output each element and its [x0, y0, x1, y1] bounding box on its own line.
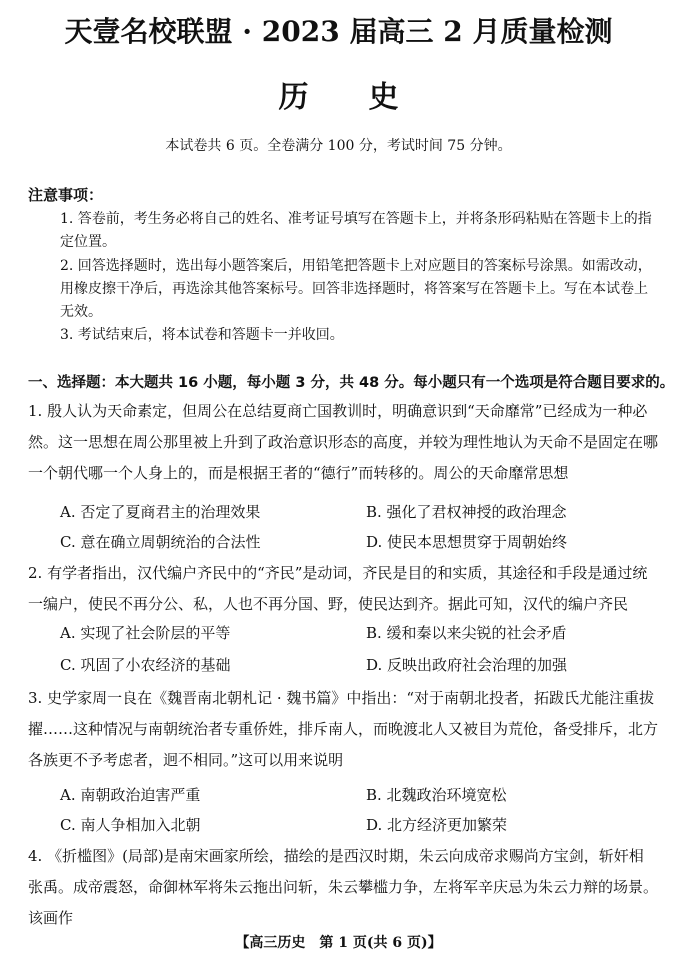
question-1-option-d: D. 使民本思想贯穿于周朝始终 [366, 533, 568, 551]
question-2-option-a: A. 实现了社会阶层的平等 [60, 624, 231, 642]
question-2-stem: 2. 有学者指出，汉代编户齐民中的“齐民”是动词，齐民是目的和实质，其途径和手段是通过统一编户，使民不再分公、私，人也不再分国、野，使民达到齐。据此可知，汉代的编户齐民 [28, 564, 648, 613]
question-2-option-d: D. 反映出政府社会治理的加强 [366, 656, 568, 674]
subject-title: 历史 [278, 80, 459, 115]
exam-title: 天壹名校联盟 · 2023 届高三 2 月质量检测 [64, 15, 613, 48]
question-4-stem: 4. 《折槛图》(局部)是南宋画家所绘，描绘的是西汉时期，朱云向成帝求赐尚方宝剑，斩奸相张禹。成帝震怒，命御林军将朱云拖出问斩，朱云攀槛力争，左将军辛庆忌为朱云力辩的场景。该画作 [28, 847, 659, 927]
question-3-option-a: A. 南朝政治迫害严重 [60, 786, 201, 804]
section-heading: 一、选择题：本大题共 16 小题，每小题 3 分，共 48 分。每小题只有一个选项是符合题目要求的。 [28, 375, 675, 391]
page-footer: 【高三历史 第 1 页(共 6 页)】 [235, 935, 442, 951]
question-2-option-b: B. 缓和秦以来尖锐的社会矛盾 [366, 624, 567, 642]
question-3-option-c: C. 南人争相加入北朝 [60, 816, 201, 834]
question-3-stem: 3. 史学家周一良在《魏晋南北朝札记 · 魏书篇》中指出：“对于南朝北投者，拓跋氏尤能注重拔擢……这种情况与南朝统治者专重侨姓，排斥南人，而晚渡北人又被目为荒伧，备受排斥，北方各族更不予考虑者，迥不相同。”这可以用来说明 [28, 689, 659, 769]
exam-info: 本试卷共 6 页。全卷满分 100 分，考试时间 75 分钟。 [165, 138, 512, 154]
notice-heading: 注意事项： [28, 186, 104, 204]
question-1-option-c: C. 意在确立周朝统治的合法性 [60, 533, 261, 551]
question-2-option-c: C. 巩固了小农经济的基础 [60, 656, 231, 674]
notice-item: 1. 答卷前，考生务必将自己的姓名、准考证号填写在答题卡上，并将条形码粘贴在答题卡上的指定位置。 [60, 211, 652, 250]
question-3-option-b: B. 北魏政治环境宽松 [366, 786, 507, 804]
question-1-option-a: A. 否定了夏商君主的治理效果 [60, 503, 261, 521]
question-3-option-d: D. 北方经济更加繁荣 [366, 816, 508, 834]
notice-item: 2. 回答选择题时，选出每小题答案后，用铅笔把答题卡上对应题目的答案标号涂黑。如需改动，用橡皮擦干净后，再选涂其他答案标号。回答非选择题时，将答案写在答题卡上。写在本试卷上无效。 [60, 258, 652, 320]
notice-item: 3. 考试结束后，将本试卷和答题卡一并收回。 [60, 327, 344, 343]
question-1-stem: 1. 殷人认为天命素定，但周公在总结夏商亡国教训时，明确意识到“天命靡常”已经成为一种必然。这一思想在周公那里被上升到了政治意识形态的高度，并较为理性地认为天命不是固定在哪一个朝代哪一个人身上的，而是根据王者的“德行”而转移的。周公的天命靡常思想 [28, 402, 659, 482]
question-1-option-b: B. 强化了君权神授的政治理念 [366, 503, 567, 521]
